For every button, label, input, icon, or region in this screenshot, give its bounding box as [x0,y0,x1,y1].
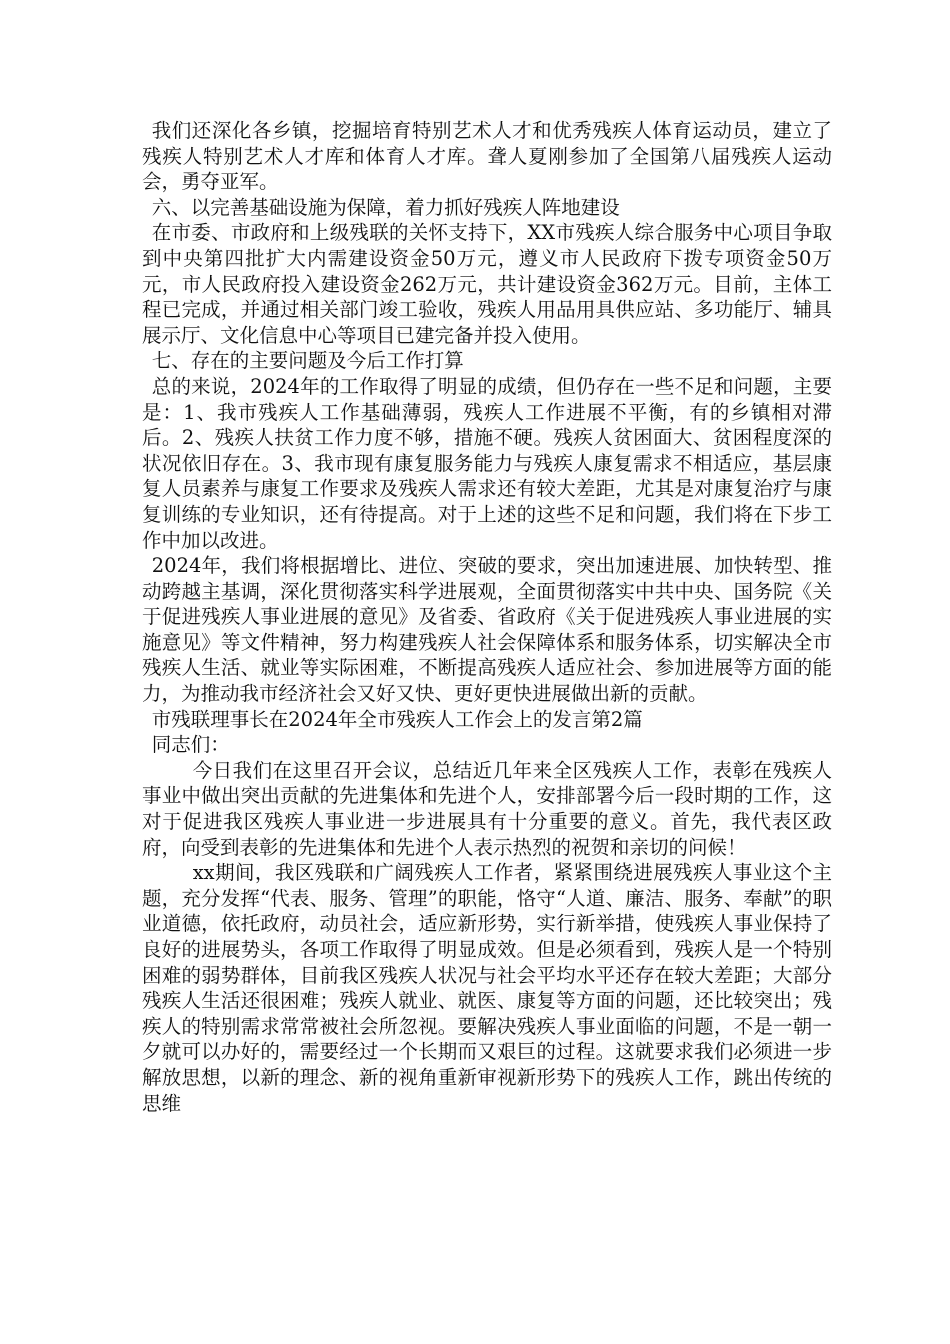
salutation: 同志们： [151,733,230,757]
paragraph-talent: 我们还深化各乡镇，挖掘培育特别艺术人才和优秀残疾人体育运动员，建立了残疾人特别艺术人才库和体育人才库。聋人夏刚参加了全国第八届残疾人运动会，勇夺亚军。 [142,119,832,194]
paragraph-review: xx期间，我区残联和广阔残疾人工作者，紧紧围绕进展残疾人事业这个主题，充分发挥“代表、服务、管理”的职能，恪守“人道、廉洁、服务、奉献”的职业道德，依托政府，动员社会，适应新形势，实行新举措，使残疾人事业保持了良好的进展势头，各项工作取得了明显成效。但是必须看到，残疾人是一个特别困难的弱势群体，目前我区残疾人状况与社会平均水平还存在较大差距；大部分残疾人生活还很困难；残疾人就业、就医、康复等方面的问题，还比较突出；残疾人的特别需求常常被社会所忽视。要解决残疾人事业面临的问题，不是一朝一夕就可以办好的，需要经过一个长期而又艰巨的过程。这就要求我们必须进一步解放思想，以新的理念、新的视角重新审视新形势下的残疾人工作，跳出传统的思维 [142,861,832,1115]
paragraph-infrastructure: 在市委、市政府和上级残联的关怀支持下，XX市残疾人综合服务中心项目争取到中央第四批扩大内需建设资金50万元，遵义市人民政府下拨专项资金50万元，市人民政府投入建设资金262万元，共计建设资金362万元。目前，主体工程已完成，并通过相关部门竣工验收，残疾人用品用具供应站、多功能厅、辅具展示厅、文化信息中心等项目已建完备并投入使用。 [142,221,832,347]
paragraph-problems: 总的来说，2024年的工作取得了明显的成绩，但仍存在一些不足和问题，主要是：1、我市残疾人工作基础薄弱，残疾人工作进展不平衡，有的乡镇相对滞后。2、残疾人扶贫工作力度不够，措施不硬。残疾人贫困面大、贫困程度深的状况依旧存在。3、我市现有康复服务能力与残疾人康复需求不相适应，基层康复人员素养与康复工作要求及残疾人需求还有较大差距，尤其是对康复治疗与康复训练的专业知识，还有待提高。对于上述的这些不足和问题，我们将在下步工作中加以改进。 [142,374,832,552]
article-title-2: 市残联理事长在2024年全市残疾人工作会上的发言第2篇 [151,707,643,731]
document-page [142,118,832,1116]
section-heading-six: 六、以完善基础设施为保障，着力抓好残疾人阵地建设 [151,195,620,219]
section-heading-seven: 七、存在的主要问题及今后工作打算 [151,349,464,373]
paragraph-plans-2024: 2024年，我们将根据增比、进位、突破的要求，突出加速进展、加快转型、推动跨越主基调，深化贯彻落实科学进展观，全面贯彻落实中共中央、国务院《关于促进残疾人事业进展的意见》及省委、省政府《关于促进残疾人事业进展的实施意见》等文件精神，努力构建残疾人社会保障体系和服务体系，切实解决全市残疾人生活、就业等实际困难，不断提高残疾人适应社会、参加进展等方面的能力，为推动我市经济社会又好又快、更好更快进展做出新的贡献。 [142,554,832,706]
paragraph-opening: 今日我们在这里召开会议，总结近几年来全区残疾人工作，表彰在残疾人事业中做出突出贡献的先进集体和先进个人，安排部署今后一段时期的工作，这对于促进我区残疾人事业进一步进展具有十分重要的意义。首先，我代表区政府，向受到表彰的先进集体和先进个人表示热烈的祝贺和亲切的问候！ [142,758,832,859]
